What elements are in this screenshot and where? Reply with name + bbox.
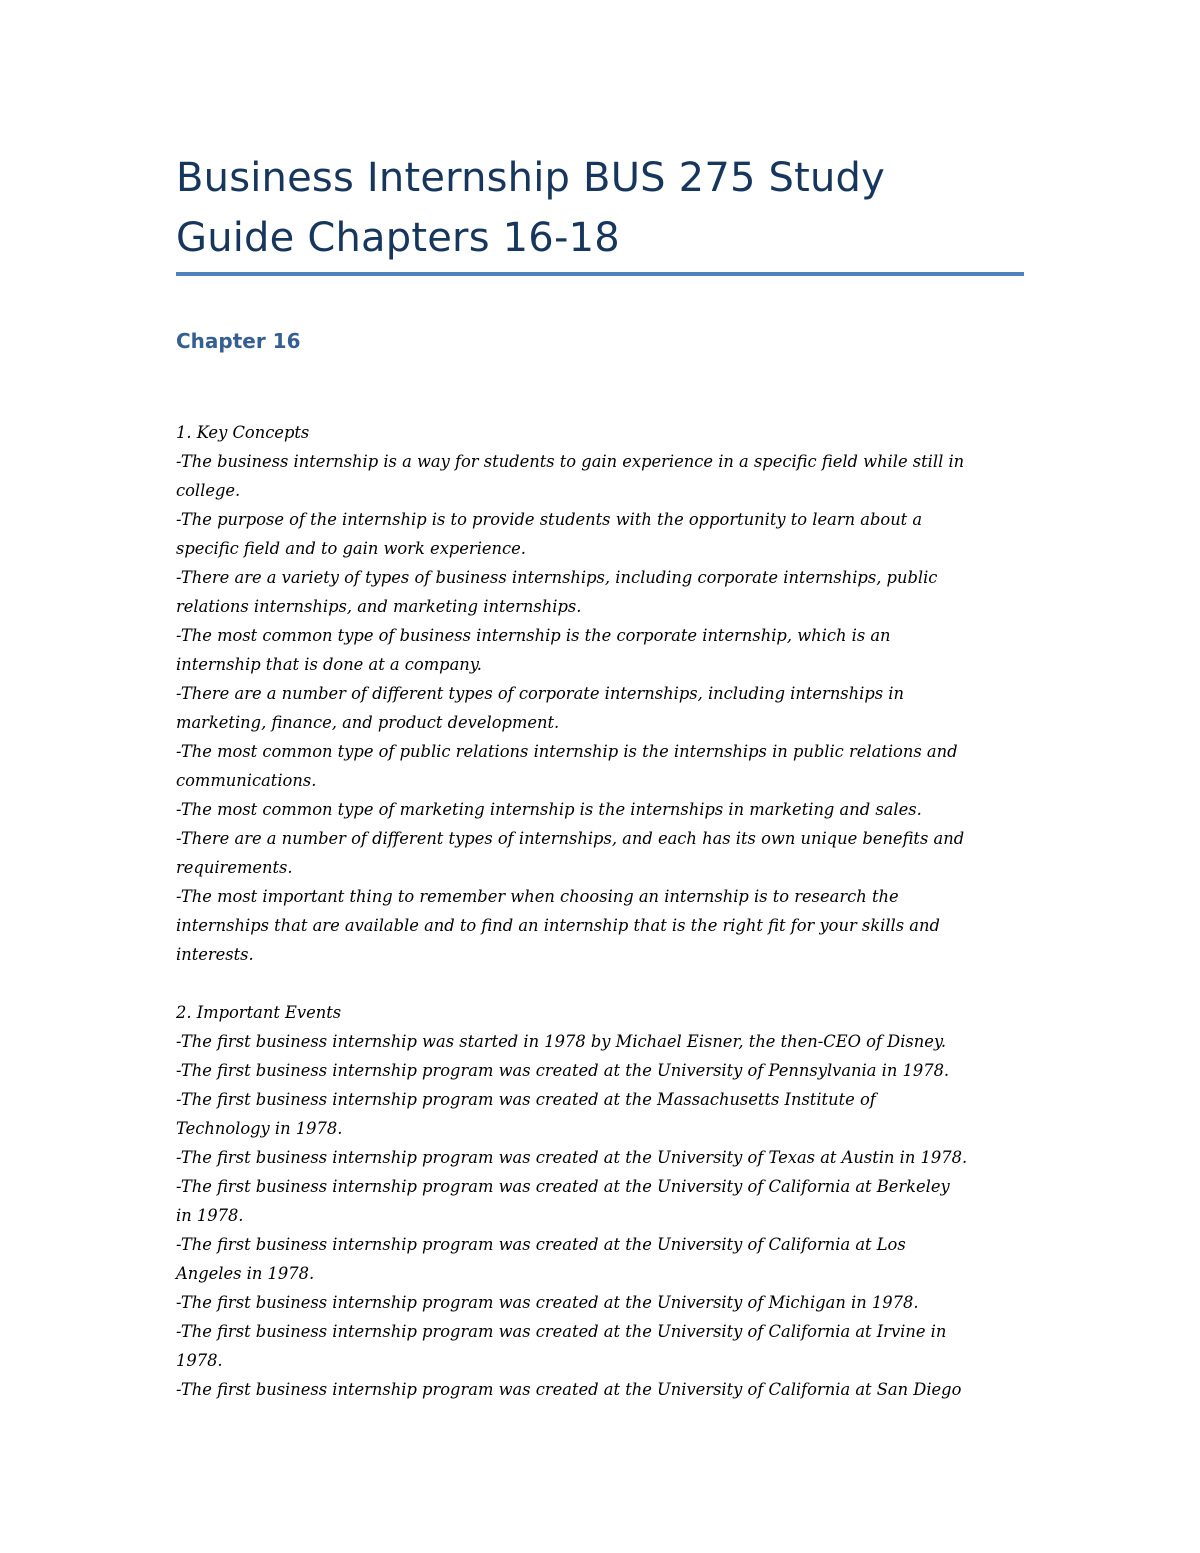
body-text-line: internship that is done at a company. <box>176 655 482 674</box>
key-concepts-section <box>176 418 1028 969</box>
body-text-line: -The most common type of business internship is the corporate internship, which is an <box>176 626 891 645</box>
body-text-line: communications. <box>176 771 317 790</box>
body-text-line: college. <box>176 481 241 500</box>
title-underline-rule <box>176 272 1024 276</box>
body-text-line: -The first business internship program was created at the University of California at San Diego <box>176 1380 962 1399</box>
body-text-line: -The purpose of the internship is to provide students with the opportunity to learn about a <box>176 510 923 529</box>
body-text-line: marketing, finance, and product development. <box>176 713 560 732</box>
body-text-line: in 1978. <box>176 1206 244 1225</box>
body-text-line: internships that are available and to find an internship that is the right fit for your skills and <box>176 916 940 935</box>
body-text-line: -The most common type of public relations internship is the internships in public relations and <box>176 742 958 761</box>
body-text-line: Angeles in 1978. <box>176 1264 315 1283</box>
body-text-line: -The first business internship program was created at the University of California at Berkeley <box>176 1177 950 1196</box>
title-line: Business Internship BUS 275 Study <box>176 155 886 201</box>
body-text-line: -The first business internship program was created at the University of California at Irvine in <box>176 1322 947 1341</box>
body-text-line: -The most important thing to remember when choosing an internship is to research the <box>176 887 899 906</box>
body-text-line: requirements. <box>176 858 293 877</box>
body-text-line: -The first business internship program was created at the University of California at Los <box>176 1235 906 1254</box>
chapter-heading: Chapter 16 <box>176 329 301 353</box>
body-text-line: relations internships, and marketing internships. <box>176 597 582 616</box>
body-text-line: -The first business internship program was created at the Massachusetts Institute of <box>176 1090 876 1109</box>
body-text-line: Technology in 1978. <box>176 1119 343 1138</box>
body-text-line: -There are a variety of types of business internships, including corporate internships, public <box>176 568 938 587</box>
body-text-line: -The most common type of marketing internship is the internships in marketing and sales. <box>176 800 922 819</box>
important-events-section <box>176 998 1028 1404</box>
body-text-line: -The first business internship program was created at the University of Michigan in 1978. <box>176 1293 919 1312</box>
body-text-line: 1978. <box>176 1351 223 1370</box>
body-text-line: -There are a number of different types of internships, and each has its own unique benefits and <box>176 829 965 848</box>
body-text-line: specific field and to gain work experience. <box>176 539 526 558</box>
body-text-line: -The first business internship program was created at the University of Pennsylvania in 1978. <box>176 1061 950 1080</box>
body-text-line: -The first business internship program was created at the University of Texas at Austin in 1978. <box>176 1148 968 1167</box>
body-text-line: -The business internship is a way for students to gain experience in a specific field while still in <box>176 452 965 471</box>
body-text-line: -There are a number of different types of corporate internships, including internships in <box>176 684 904 703</box>
body-text-line: -The first business internship was started in 1978 by Michael Eisner, the then-CEO of Disney. <box>176 1032 947 1051</box>
document-title <box>176 148 1036 268</box>
section-heading: 1. Key Concepts <box>176 423 310 442</box>
title-line: Guide Chapters 16-18 <box>176 215 620 261</box>
body-text-line: interests. <box>176 945 254 964</box>
section-heading: 2. Important Events <box>176 1003 342 1022</box>
